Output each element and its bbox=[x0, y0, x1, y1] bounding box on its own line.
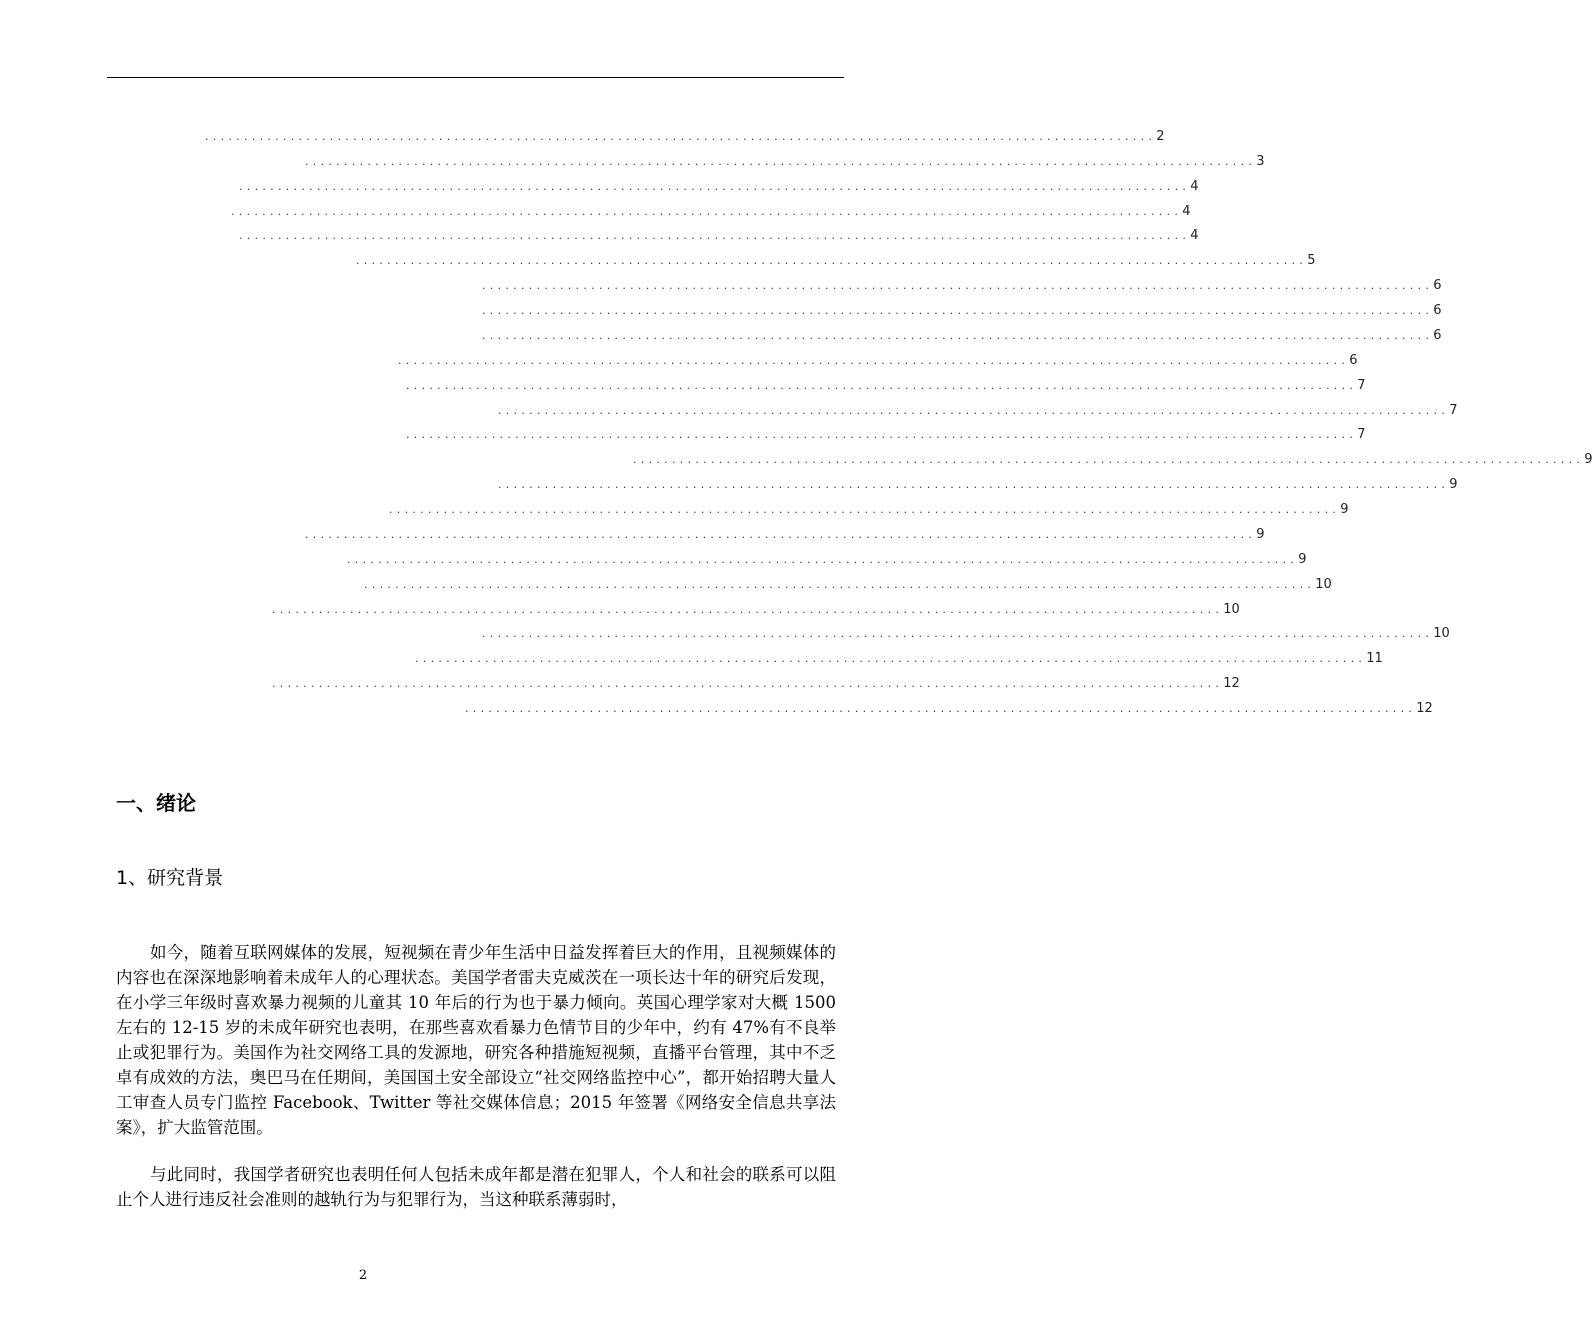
toc-entry[interactable] bbox=[356, 251, 1316, 271]
toc-entry[interactable] bbox=[205, 127, 1165, 147]
toc-entry[interactable] bbox=[482, 326, 1442, 346]
toc-entry[interactable] bbox=[239, 177, 1199, 197]
toc-entry[interactable] bbox=[364, 575, 1332, 595]
toc-page-number: 12 bbox=[1223, 676, 1240, 691]
toc-leader: .......................................................................................................................... bbox=[305, 155, 1257, 168]
toc-leader: .......................................................................................................................... bbox=[482, 279, 1434, 292]
body-paragraph: 与此同时，我国学者研究也表明任何人包括未成年都是潜在犯罪人，个人和社会的联系可以阻止个人进行违反社会准则的越轨行为与犯罪行为，当这种联系薄弱时， bbox=[116, 1165, 836, 1209]
toc-page-number: 5 bbox=[1307, 253, 1316, 268]
toc-leader: .......................................................................................................................... bbox=[272, 603, 1224, 616]
toc-leader: .......................................................................................................................... bbox=[415, 652, 1367, 665]
toc-entry[interactable] bbox=[482, 624, 1450, 644]
toc-page-number: 3 bbox=[1256, 154, 1265, 169]
toc-page-number: 9 bbox=[1298, 552, 1307, 567]
toc-leader: .......................................................................................................................... bbox=[272, 677, 1224, 690]
toc-leader: .......................................................................................................................... bbox=[398, 354, 1350, 367]
toc-entry[interactable] bbox=[305, 152, 1265, 172]
toc-entry[interactable] bbox=[239, 226, 1199, 246]
toc-entry[interactable] bbox=[305, 525, 1265, 545]
toc-entry[interactable] bbox=[415, 649, 1383, 669]
toc-leader: .......................................................................................................................... bbox=[356, 254, 1308, 267]
chapter-heading: 一、绪论 bbox=[116, 791, 196, 815]
toc-page-number: 4 bbox=[1190, 179, 1199, 194]
toc-page-number: 6 bbox=[1433, 303, 1442, 318]
section-heading: 1、研究背景 bbox=[116, 867, 224, 889]
toc-page-number: 7 bbox=[1357, 427, 1366, 442]
toc-page-number: 2 bbox=[1156, 129, 1165, 144]
toc-leader: .......................................................................................................................... bbox=[406, 428, 1358, 441]
toc-entry[interactable] bbox=[498, 475, 1458, 495]
header-rule bbox=[107, 77, 844, 78]
toc-entry[interactable] bbox=[482, 301, 1442, 321]
toc-page-number: 11 bbox=[1366, 651, 1383, 666]
toc-entry[interactable] bbox=[398, 351, 1358, 371]
toc-leader: .......................................................................................................................... bbox=[347, 553, 1299, 566]
toc-page-number: 9 bbox=[1584, 452, 1592, 467]
toc-page-number: 7 bbox=[1449, 403, 1458, 418]
body-paragraph: 如今，随着互联网媒体的发展，短视频在青少年生活中日益发挥着巨大的作用，且视频媒体的内容也在深深地影响着未成年人的心理状态。美国学者雷夫克威茨在一项长达十年的研究后发现，在小学三年级时喜欢暴力视频的儿童其 10 年后的行为也于暴力倾向。英国心理学家对大概 1500 左右的 12-15 岁的未成年研究也表明，在那些喜欢看暴力色情节目的少年中，约有 47%有不良举止或犯罪行为。美国作为社交网络工具的发源地，研究各种措施短视频，直播平台管理，其中不乏卓有成效的方法，奥巴马在任期间，美国国土安全部设立“社交网络监控中心”，都开始招聘大量人工审查人员专门监控 Facebook、Twitter 等社交媒体信息；2015 年签署《网络安全信息共享法案》，扩大监管范围。 bbox=[116, 943, 836, 1137]
toc-leader: .......................................................................................................................... bbox=[364, 578, 1316, 591]
toc-leader: .......................................................................................................................... bbox=[633, 453, 1585, 466]
toc-page-number: 6 bbox=[1433, 328, 1442, 343]
toc-page-number: 10 bbox=[1433, 626, 1450, 641]
toc-entry[interactable] bbox=[272, 674, 1240, 694]
toc-entry[interactable] bbox=[347, 550, 1307, 570]
toc-page-number: 4 bbox=[1190, 228, 1199, 243]
toc-leader: .......................................................................................................................... bbox=[465, 702, 1417, 715]
toc-page-number: 4 bbox=[1182, 204, 1191, 219]
toc-leader: .......................................................................................................................... bbox=[482, 627, 1434, 640]
page-number: 2 bbox=[358, 1268, 368, 1283]
toc-entry[interactable] bbox=[406, 376, 1366, 396]
toc-page-number: 9 bbox=[1256, 527, 1265, 542]
toc-leader: .......................................................................................................................... bbox=[239, 229, 1191, 242]
toc-leader: .......................................................................................................................... bbox=[482, 329, 1434, 342]
toc-entry[interactable] bbox=[482, 276, 1442, 296]
toc-entry[interactable] bbox=[633, 450, 1592, 470]
toc-leader: .......................................................................................................................... bbox=[231, 205, 1183, 218]
toc-leader: .......................................................................................................................... bbox=[239, 180, 1191, 193]
toc-leader: .......................................................................................................................... bbox=[205, 130, 1157, 143]
toc-entry[interactable] bbox=[465, 699, 1433, 719]
toc-entry[interactable] bbox=[231, 202, 1191, 222]
toc-leader: .......................................................................................................................... bbox=[389, 503, 1341, 516]
toc-page-number: 9 bbox=[1340, 502, 1349, 517]
toc-leader: .......................................................................................................................... bbox=[498, 478, 1450, 491]
toc-leader: .......................................................................................................................... bbox=[498, 404, 1450, 417]
toc-page-number: 7 bbox=[1357, 378, 1366, 393]
toc-page-number: 6 bbox=[1433, 278, 1442, 293]
toc-leader: .......................................................................................................................... bbox=[406, 379, 1358, 392]
toc-leader: .......................................................................................................................... bbox=[305, 528, 1257, 541]
toc-page-number: 9 bbox=[1449, 477, 1458, 492]
toc-entry[interactable] bbox=[498, 401, 1458, 421]
toc-page-number: 10 bbox=[1315, 577, 1332, 592]
toc-page-number: 12 bbox=[1416, 701, 1433, 716]
toc-entry[interactable] bbox=[272, 600, 1240, 620]
toc-page-number: 6 bbox=[1349, 353, 1358, 368]
toc-entry[interactable] bbox=[389, 500, 1349, 520]
toc-leader: .......................................................................................................................... bbox=[482, 304, 1434, 317]
toc-page-number: 10 bbox=[1223, 602, 1240, 617]
toc-entry[interactable] bbox=[406, 425, 1366, 445]
